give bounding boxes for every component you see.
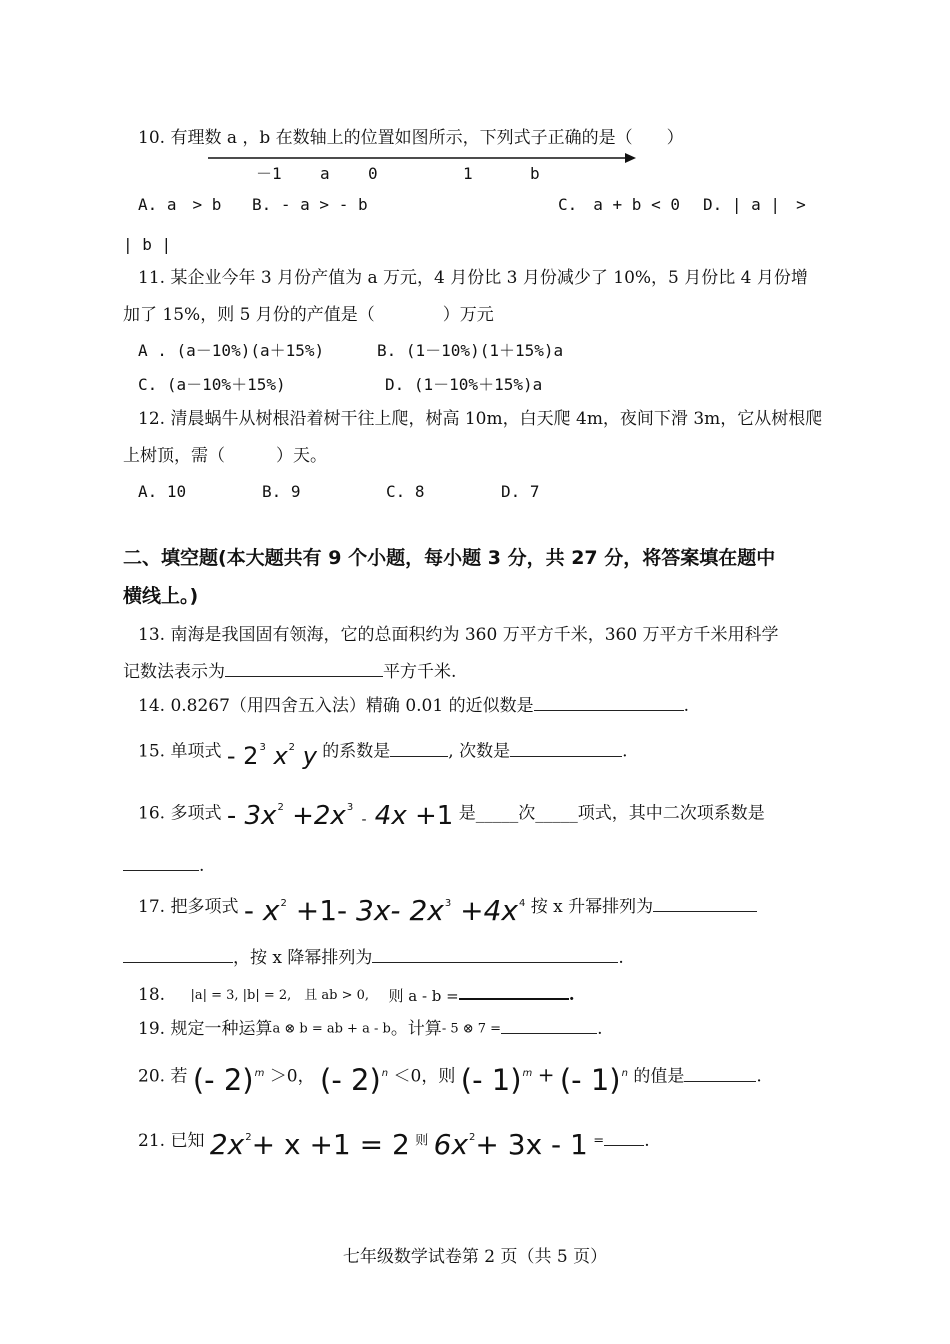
q11-option-a: A . (a－10%)(a＋15%) bbox=[138, 341, 325, 360]
q19-line bbox=[138, 1017, 602, 1041]
q19-calc: - 5 ⊗ 7 = bbox=[441, 1021, 502, 1037]
q18-answer-blank[interactable] bbox=[459, 982, 569, 1000]
q14-line bbox=[138, 694, 689, 717]
q12-line2: 上树顶，需（ ）天。 bbox=[123, 446, 327, 466]
q21-pre: 21. 已知 bbox=[138, 1131, 205, 1151]
q17-asc-blank-cont[interactable] bbox=[123, 946, 233, 963]
q20-power3 bbox=[460, 1063, 533, 1097]
q14-answer-blank[interactable] bbox=[534, 694, 684, 711]
q20-exp-n1: n bbox=[381, 1068, 389, 1079]
q15-coef-blank[interactable] bbox=[390, 740, 448, 757]
axis-label-0: 0 bbox=[368, 164, 378, 183]
q10-option-d-tail: | b | bbox=[123, 235, 172, 254]
q17-line bbox=[138, 893, 757, 927]
q10-option-a: A. a > b bbox=[138, 195, 222, 214]
q17-exp1: 2 bbox=[280, 898, 287, 909]
q11-line1: 11. 某企业今年 3 月份产值为 a 万元，4 月份比 3 月份减少了 10%，5 月份比 4 月份增 bbox=[138, 268, 808, 288]
q16-pre: 16. 多项式 bbox=[138, 803, 222, 824]
q10-option-d: D. | a | > bbox=[703, 195, 806, 214]
q21-eq2-rest: + 3x - 1 bbox=[475, 1128, 588, 1161]
q20-post: 的值是 bbox=[633, 1066, 685, 1087]
q15-mid: 的系数是 bbox=[322, 741, 391, 762]
q14-pre: 14. 0.8267（用四舍五入法）精确 0.01 的近似数是 bbox=[138, 696, 534, 716]
q18-post: . bbox=[568, 985, 575, 1005]
q16-exp1: 2 bbox=[277, 802, 284, 813]
q20-plus: + bbox=[537, 1062, 555, 1087]
q11-option-d: D. (1－10%＋15%)a bbox=[385, 375, 543, 394]
q16-line2-post: . bbox=[199, 856, 205, 876]
q20-power1 bbox=[192, 1063, 265, 1097]
axis-label-a: a bbox=[320, 164, 330, 183]
q12-line1: 12. 清晨蜗牛从树根沿着树干往上爬，树高 10m，白天爬 4m，夜间下滑 3m，它从树根爬 bbox=[138, 409, 823, 429]
q16-minus2: - bbox=[361, 812, 367, 828]
q13-line2-pre: 记数法表示为 bbox=[123, 662, 225, 682]
q19-answer-blank[interactable] bbox=[501, 1017, 597, 1034]
q17-pre: 17. 把多项式 bbox=[138, 897, 239, 917]
q21-eqsign: = bbox=[593, 1133, 605, 1149]
q20-base4: (- 1) bbox=[559, 1063, 621, 1097]
q21-eq1-exp: 2 bbox=[245, 1132, 252, 1143]
q20-end: . bbox=[756, 1066, 762, 1087]
q21-post: . bbox=[644, 1131, 650, 1151]
q15-exp1: 3 bbox=[259, 742, 266, 753]
q20-power2 bbox=[320, 1063, 389, 1097]
q10-option-b: B. - a > - b bbox=[252, 195, 368, 214]
q15-minus: - bbox=[226, 742, 236, 770]
q15-var-y: y bbox=[302, 742, 317, 770]
axis-label-b: b bbox=[530, 164, 540, 183]
page-footer: 七年级数学试卷第 2 页（共 5 页） bbox=[342, 1247, 608, 1267]
q11-option-c: C. (a－10%＋15%) bbox=[138, 375, 286, 394]
q18-condition: |a| = 3, |b| = 2, 且 ab > 0, bbox=[190, 987, 370, 1003]
q16-line bbox=[138, 797, 765, 831]
q12-option-c: C. 8 bbox=[386, 482, 425, 501]
q13-line2-post: 平方千米. bbox=[383, 662, 457, 682]
q17-term3: 3x- bbox=[356, 894, 401, 927]
q20-exp-m1: m bbox=[254, 1068, 265, 1079]
q21-eq2-term: 6x bbox=[433, 1128, 469, 1161]
q16-coef-blank[interactable] bbox=[123, 854, 199, 871]
q10-option-c: C. a + b < 0 bbox=[558, 195, 680, 214]
q18-ask: 则 a - b = bbox=[388, 986, 459, 1005]
axis-label-1: 1 bbox=[463, 164, 473, 183]
q15-degree-blank[interactable] bbox=[510, 740, 622, 757]
q15-base: 2 bbox=[243, 742, 259, 770]
q20-base3: (- 1) bbox=[460, 1063, 522, 1097]
q13-answer-blank[interactable] bbox=[225, 660, 383, 677]
q17-line2 bbox=[123, 946, 624, 969]
q17-polynomial bbox=[243, 893, 526, 927]
q15-pre: 15. 单项式 bbox=[138, 741, 222, 762]
q20-exp-m2: m bbox=[522, 1068, 533, 1079]
section2-heading-line2: 横线上。) bbox=[123, 585, 199, 607]
q17-term2: +1- bbox=[295, 894, 348, 927]
q15-exp2: 2 bbox=[288, 742, 296, 753]
q17-exp3: 3 bbox=[444, 898, 452, 909]
q17-term4: 2x bbox=[409, 894, 444, 927]
q15-monomial bbox=[226, 737, 317, 770]
q20-line bbox=[138, 1062, 762, 1097]
q20-power4 bbox=[559, 1063, 628, 1097]
q16-term3: 4x bbox=[374, 801, 407, 831]
q21-answer-blank[interactable] bbox=[604, 1129, 644, 1146]
q21-eq1 bbox=[209, 1127, 410, 1161]
q15-line bbox=[138, 737, 628, 770]
q20-answer-blank[interactable] bbox=[684, 1065, 756, 1082]
q17-line2-post: . bbox=[618, 948, 624, 968]
q12-option-d: D. 7 bbox=[501, 482, 540, 501]
q10-stem: 10. 有理数 a ，b 在数轴上的位置如图所示，下列式子正确的是（ ） bbox=[138, 128, 684, 148]
q18-line bbox=[138, 982, 575, 1007]
q20-cond1: ＞0， bbox=[269, 1066, 315, 1087]
q21-eq1-rest: + x +1 = 2 bbox=[251, 1128, 410, 1161]
q11-line2: 加了 15%，则 5 月份的产值是（ ）万元 bbox=[123, 305, 494, 325]
q12-option-b: B. 9 bbox=[262, 482, 301, 501]
q19-pre: 19. 规定一种运算 bbox=[138, 1019, 273, 1039]
q19-rule: a ⊗ b = ab + a - b bbox=[272, 1021, 391, 1037]
q15-var-x: x bbox=[273, 742, 288, 770]
q21-line bbox=[138, 1127, 650, 1161]
q16-term2: +2x bbox=[292, 801, 346, 831]
section2-heading-line1: 二、填空题(本大题共有 9 个小题，每小题 3 分，共 27 分，将答案填在题中 bbox=[123, 547, 776, 569]
q12-option-a: A. 10 bbox=[138, 482, 187, 501]
q19-mid: 。计算 bbox=[390, 1019, 442, 1039]
q17-post: 按 x 升幂排列为 bbox=[530, 897, 654, 917]
q20-cond2: ＜0，则 bbox=[393, 1066, 456, 1087]
q21-eq2-exp: 2 bbox=[469, 1132, 476, 1143]
q20-base2: (- 2) bbox=[320, 1063, 381, 1097]
q16-term4: +1 bbox=[414, 801, 454, 831]
q16-exp2: 3 bbox=[346, 802, 354, 813]
q17-minus: - bbox=[243, 894, 254, 927]
q21-then: 则 bbox=[415, 1133, 429, 1149]
q20-exp-n2: n bbox=[621, 1068, 628, 1079]
q17-line2-mid: ，按 x 降幂排列为 bbox=[233, 948, 373, 968]
q13-line2 bbox=[123, 660, 456, 683]
q21-eq1-term: 2x bbox=[209, 1128, 245, 1161]
axis-label-neg1: －1 bbox=[256, 164, 282, 183]
q17-exp4: 4 bbox=[518, 898, 526, 909]
q17-asc-blank[interactable] bbox=[653, 895, 757, 912]
q16-line2 bbox=[123, 854, 204, 877]
q15-mid2: , 次数是 bbox=[448, 741, 511, 762]
q14-post: . bbox=[683, 696, 689, 716]
q21-eq2 bbox=[433, 1127, 588, 1161]
q17-term5: +4x bbox=[460, 894, 518, 927]
q17-desc-blank[interactable] bbox=[372, 946, 618, 963]
q16-minus: - bbox=[226, 801, 237, 831]
q15-post: . bbox=[622, 741, 628, 762]
q18-num: 18. bbox=[138, 985, 166, 1005]
q16-term1: 3x bbox=[244, 801, 277, 831]
q19-post: . bbox=[597, 1019, 603, 1039]
q11-option-b: B. (1－10%)(1＋15%)a bbox=[377, 341, 564, 360]
q20-pre: 20. 若 bbox=[138, 1066, 188, 1087]
q20-base1: (- 2) bbox=[192, 1063, 254, 1097]
q16-polynomial bbox=[227, 797, 453, 831]
q17-x: x bbox=[262, 894, 280, 927]
q16-post: 是_____次_____项式，其中二次项系数是 bbox=[458, 803, 765, 824]
q13-line1: 13. 南海是我国固有领海，它的总面积约为 360 万平方千米，360 万平方千米用科学 bbox=[138, 625, 779, 645]
